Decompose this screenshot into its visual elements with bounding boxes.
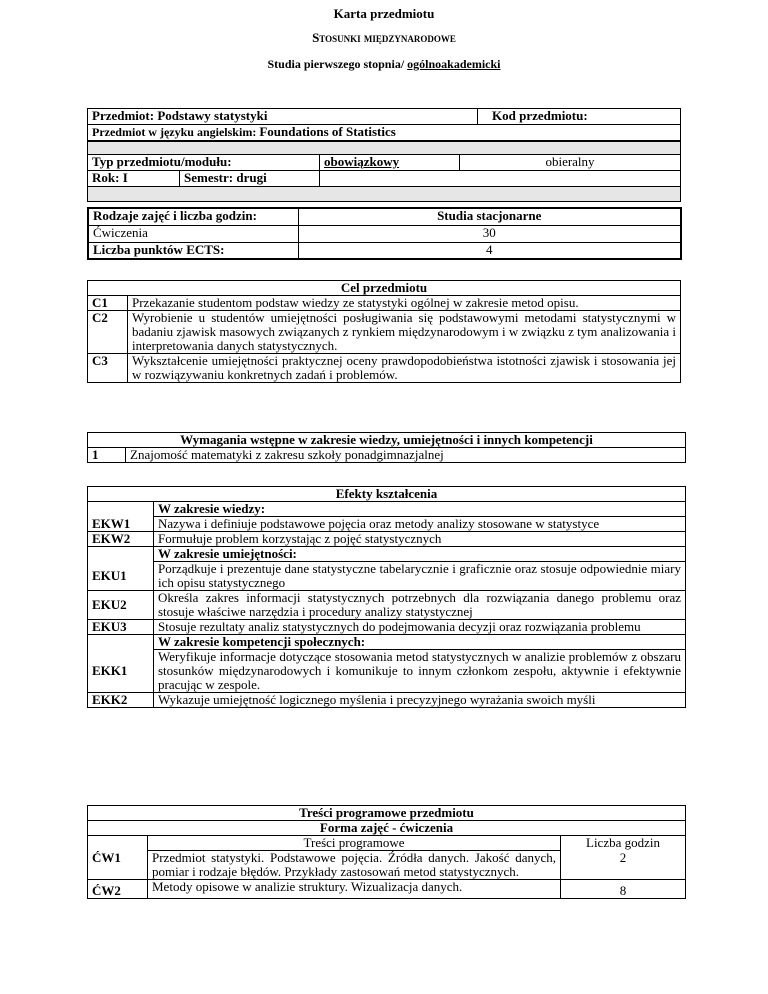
english-name: Foundations of Statistics — [259, 124, 396, 139]
goal-code: C1 — [88, 296, 128, 311]
subject-code-label: Kod przedmiotu: — [478, 109, 681, 125]
program-table — [87, 805, 686, 899]
effect-text: Porządkuje i prezentuje dane statystyczne tabelarycznie i graficznie oraz stosuje odpowiednie miary ich opisu statystycznego — [154, 562, 686, 591]
effect-text: Formułuje problem korzystając z pojęć statystycznych — [154, 532, 686, 547]
program-hours: 8 — [561, 880, 686, 899]
skills-header: W zakresie umiejętności: — [154, 547, 686, 562]
requirements-table — [87, 432, 686, 463]
program-title: Treści programowe przedmiotu — [88, 806, 686, 821]
knowledge-header: W zakresie wiedzy: — [154, 502, 686, 517]
shaded-separator — [88, 187, 681, 202]
semester-cell: Semestr: drugi — [180, 171, 320, 187]
program-col-content: Treści programowe — [148, 836, 561, 851]
requirement-text: Znajomość matematyki z zakresu szkoły ponadgimnazjalnej — [126, 448, 686, 463]
studies-line — [0, 57, 768, 72]
hours-table — [87, 207, 682, 260]
program-code: ĆW1 — [88, 851, 148, 880]
effect-text: Nazywa i definiuje podstawowe pojęcia oraz metody analizy stosowane w statystyce — [154, 517, 686, 532]
effect-code: EKK1 — [88, 650, 154, 693]
type-table — [87, 141, 681, 202]
type-optional: obieralny — [460, 155, 681, 171]
hours-header-value: Studia stacjonarne — [298, 208, 681, 225]
subject-info-table — [87, 108, 681, 141]
shaded-separator — [88, 142, 681, 155]
document-header: Karta przedmiotu — [333, 6, 435, 21]
requirements-title: Wymagania wstępne w zakresie wiedzy, umiejętności i innych kompetencji — [88, 433, 686, 448]
type-label: Typ przedmiotu/modułu: — [88, 155, 320, 171]
effect-code: EKW2 — [88, 532, 154, 547]
effect-code: EKU2 — [88, 591, 154, 620]
goal-text: Wykształcenie umiejętności praktycznej oceny prawdopodobieństwa istotności zjawisk i stosowania jej w rozwiązywaniu konkretnych zadań i problemów. — [128, 354, 681, 383]
studies-prefix: Studia pierwszego stopnia/ — [267, 57, 408, 71]
hours-header-label: Rodzaje zajęć i liczba godzin: — [88, 208, 298, 225]
program-col-hours: Liczba godzin — [561, 836, 686, 851]
goal-code: C2 — [88, 311, 128, 354]
effect-text: Weryfikuje informacje dotyczące stosowania metod statystycznych w analizie problemów z obszaru stosunków międzynarodowych i komunikuje to innym członkom zespołu, aktywnie i efektywnie pracując w zespole. — [154, 650, 686, 693]
program-code: ĆW2 — [88, 880, 148, 899]
program-text: Metody opisowe w analizie struktury. Wizualizacja danych. — [148, 880, 561, 899]
effect-text: Wykazuje umiejętność logicznego myślenia i precyzyjnego wyrażania swoich myśli — [154, 693, 686, 708]
effect-code: EKK2 — [88, 693, 154, 708]
effect-text: Określa zakres informacji statystycznych potrzebnych dla rozwiązania danego problemu oraz stosuje właściwe narzędzia i procedury analizy statystycznej — [154, 591, 686, 620]
class-type-label: Ćwiczenia — [88, 225, 298, 242]
effect-code: EKW1 — [88, 517, 154, 532]
english-label: Przedmiot w języku angielskim: — [92, 125, 257, 139]
year-cell: Rok: I — [88, 171, 180, 187]
subject-name: Przedmiot: Podstawy statystyki — [88, 109, 478, 125]
effect-code: EKU3 — [88, 620, 154, 635]
program-hours: 2 — [561, 851, 686, 880]
effects-title: Efekty kształcenia — [88, 487, 686, 502]
class-type-hours: 30 — [298, 225, 681, 242]
subject-heading: Stosunki międzynarodowe — [312, 30, 456, 45]
ects-label: Liczba punktów ECTS: — [88, 242, 298, 259]
requirement-code: 1 — [88, 448, 126, 463]
english-name-row — [88, 125, 681, 141]
goal-text: Przekazanie studentom podstaw wiedzy ze statystyki ogólnej w zakresie metod opisu. — [128, 296, 681, 311]
ects-value: 4 — [298, 242, 681, 259]
goal-code: C3 — [88, 354, 128, 383]
goals-title: Cel przedmiotu — [88, 281, 681, 296]
goal-text: Wyrobienie u studentów umiejętności posługiwania się podstawowymi metodami statystycznymi w badaniu zjawisk masowych związanych z rynkiem międzynarodowym i w związku z tym analizowania i interpretowania danych statystycznych. — [128, 311, 681, 354]
type-required: obowiązkowy — [320, 155, 460, 171]
empty-cell — [320, 171, 681, 187]
effects-table — [87, 486, 686, 708]
studies-profile: ogólnoakademicki — [407, 57, 501, 71]
effect-text: Stosuje rezultaty analiz statystycznych do podejmowania decyzji oraz rozwiązania problemu — [154, 620, 686, 635]
social-header: W zakresie kompetencji społecznych: — [154, 635, 686, 650]
program-form: Forma zajęć - ćwiczenia — [88, 821, 686, 836]
goals-table — [87, 280, 681, 383]
effect-code: EKU1 — [88, 562, 154, 591]
program-text: Przedmiot statystyki. Podstawowe pojęcia. Źródła danych. Jakość danych, pomiar i rodzaje błędów. Przykłady zastosowań metod statystycznych. — [148, 851, 561, 880]
